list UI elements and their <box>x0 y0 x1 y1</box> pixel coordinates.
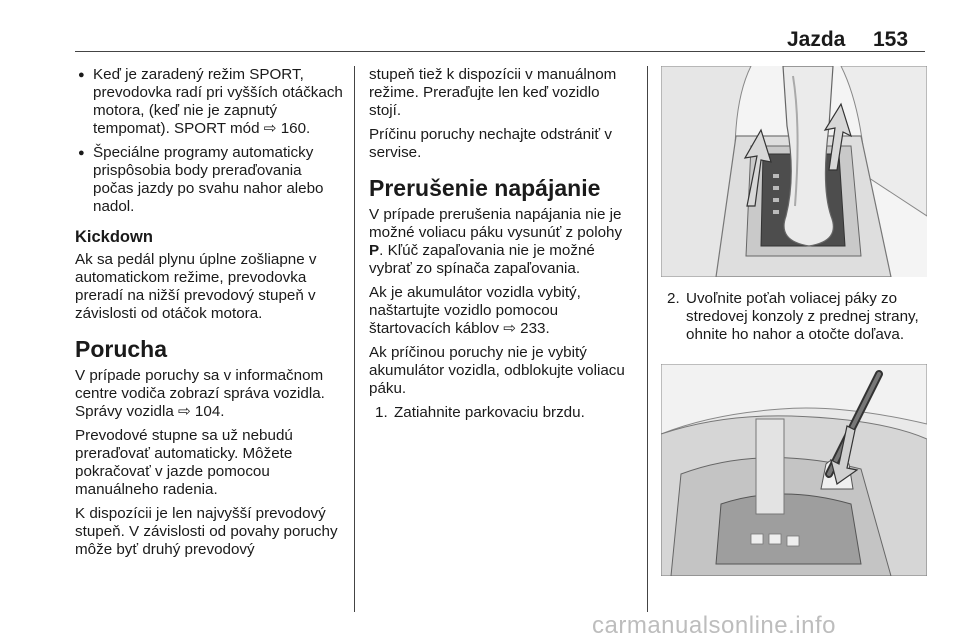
service-paragraph: Príčinu poruchy nechajte odstrániť v servise. <box>369 126 612 161</box>
prerusenie-paragraph-2: Ak je akumulátor vozidla vybitý, naštartujte vozidlo pomocou štartovacích káblov ⇨ 233. <box>369 284 581 337</box>
prerusenie-heading: Prerušenie napájanie <box>369 175 601 201</box>
column-left <box>75 66 345 565</box>
column-divider-2 <box>647 66 648 612</box>
step-number: 2. <box>667 290 680 307</box>
kickdown-heading: Kickdown <box>75 228 153 246</box>
watermark: carmanualsonline.info <box>592 612 836 639</box>
column-right <box>661 290 927 350</box>
porucha-paragraph-2: Prevodové stupne sa už nebudú preraďovať automaticky. Môžete pokračovať v jazde pomocou manuálneho radenia. <box>75 427 293 498</box>
gear-lever-drawing <box>661 66 927 277</box>
gear-lever-illustration <box>661 66 927 277</box>
porucha-heading: Porucha <box>75 336 168 362</box>
lever-release-drawing <box>661 364 927 576</box>
step-text: Uvoľnite poťah voliacej páky zo stredovej konzoly z prednej strany, ohnite ho nahor a otočte doľava. <box>686 290 919 343</box>
text-run: V prípade prerušenia napájania nie je možné voliacu páku vysunúť z polohy <box>369 206 623 241</box>
prerusenie-paragraph-1 <box>369 206 635 278</box>
bullet-list <box>75 66 345 216</box>
column-middle <box>369 66 635 428</box>
porucha-paragraph-3: K dispozícii je len najvyšší prevodový stupeň. V závislosti od povahy poruchy môže byť druhý prevodový <box>75 505 338 558</box>
page-number: 153 <box>873 28 909 51</box>
prerusenie-paragraph-3: Ak príčinou poruchy nie je vybitý akumulátor vozidla, odblokujte voliacu páku. <box>369 344 625 397</box>
text-run: . Kľúč zapaľovania nie je možné vybrať zo spínača zapaľovania. <box>369 242 595 277</box>
bullet-item: ● Špeciálne programy automaticky prispôsobia body preraďovania počas jazdy po svahu nahor alebo nadol. <box>75 144 345 216</box>
step-text: Zatiahnite parkovaciu brzdu. <box>394 404 585 421</box>
gear-position-p: P <box>369 242 380 259</box>
porucha-paragraph-1: V prípade poruchy sa v informačnom centre vodiča zobrazí správa vozidla. Správy vozidla ⇨ 104. <box>75 367 325 420</box>
step-1 <box>369 404 635 422</box>
header-rule <box>75 51 925 52</box>
bullet-item: ● Keď je zaradený režim SPORT, prevodovka radí pri vyšších otáčkach motora, (keď nie je zapnutý tempomat). SPORT mód ⇨ 160. <box>75 66 345 138</box>
step-number: 1. <box>375 404 388 421</box>
section-title: Jazda <box>787 28 846 51</box>
step-2 <box>661 290 927 344</box>
lever-release-illustration <box>661 364 927 576</box>
kickdown-paragraph: Ak sa pedál plynu úplne zošliapne v automatickom režime, prevodovka preradí na nižší prevodový stupeň v závislosti od otáčok motora. <box>75 251 317 322</box>
porucha-continued: stupeň tiež k dispozícii v manuálnom režime. Preraďujte len keď vozidlo stojí. <box>369 66 617 119</box>
column-divider-1 <box>354 66 355 612</box>
